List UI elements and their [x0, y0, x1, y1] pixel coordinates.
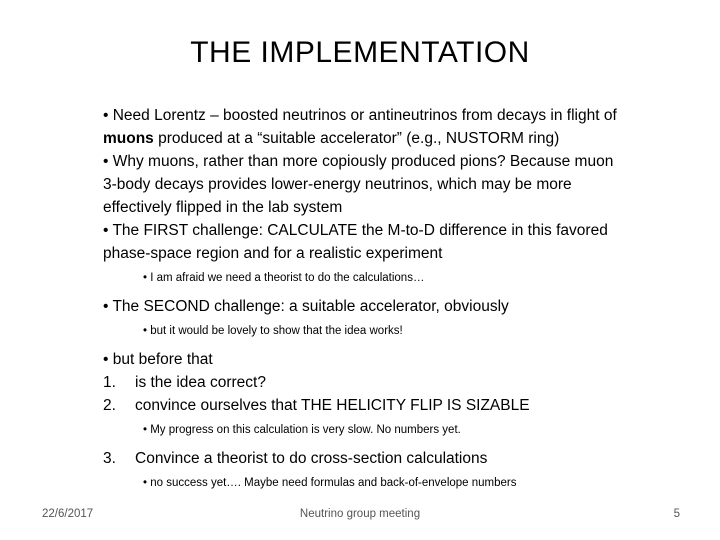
numbered-item-3: [103, 447, 623, 470]
sub-bullet-no-success: • no success yet…. Maybe need formulas and back-of-envelope numbers: [143, 477, 517, 489]
item-number: 2.: [103, 397, 116, 414]
sub-bullet-idea-works: • but it would be lovely to show that the idea works!: [143, 325, 403, 337]
bullet-text: • Need Lorentz – boosted neutrinos or antineutrinos from decays in flight of: [103, 107, 617, 124]
bullet-why-muons: • Why muons, rather than more copiously produced pions? Because muon 3-body decays provides lower-energy neutrinos, which may be more effectively flipped in the lab system: [103, 153, 614, 216]
bullet-text: produced at a “suitable accelerator” (e.g., NUSTORM ring): [153, 130, 560, 147]
numbered-item-1: [103, 371, 623, 394]
footer-date: 22/6/2017: [42, 508, 94, 520]
page-number: 5: [673, 508, 680, 520]
item-text: is the idea correct?: [135, 374, 266, 391]
item-number: 1.: [103, 374, 116, 391]
bullet-before-that: • but before that: [103, 351, 213, 368]
item-text: convince ourselves that THE HELICITY FLIP IS SIZABLE: [135, 397, 530, 414]
footer-title: Neutrino group meeting: [299, 508, 421, 520]
slide-title: THE IMPLEMENTATION: [190, 36, 530, 69]
numbered-item-2: [103, 394, 623, 417]
item-text: Convince a theorist to do cross-section calculations: [135, 450, 488, 467]
item-number: 3.: [103, 450, 116, 467]
bullet-second-challenge: • The SECOND challenge: a suitable accelerator, obviously: [103, 298, 509, 315]
sub-bullet-progress: • My progress on this calculation is very slow. No numbers yet.: [143, 424, 461, 436]
bullet-bold-word: muons: [103, 130, 154, 147]
bullet-muon-source: [103, 104, 623, 150]
slide-body: [103, 104, 623, 490]
bullet-first-challenge: • The FIRST challenge: CALCULATE the M-to-D difference in this favored phase-space region and for a realistic experiment: [103, 222, 608, 262]
sub-bullet-theorist: • I am afraid we need a theorist to do the calculations…: [143, 272, 425, 284]
